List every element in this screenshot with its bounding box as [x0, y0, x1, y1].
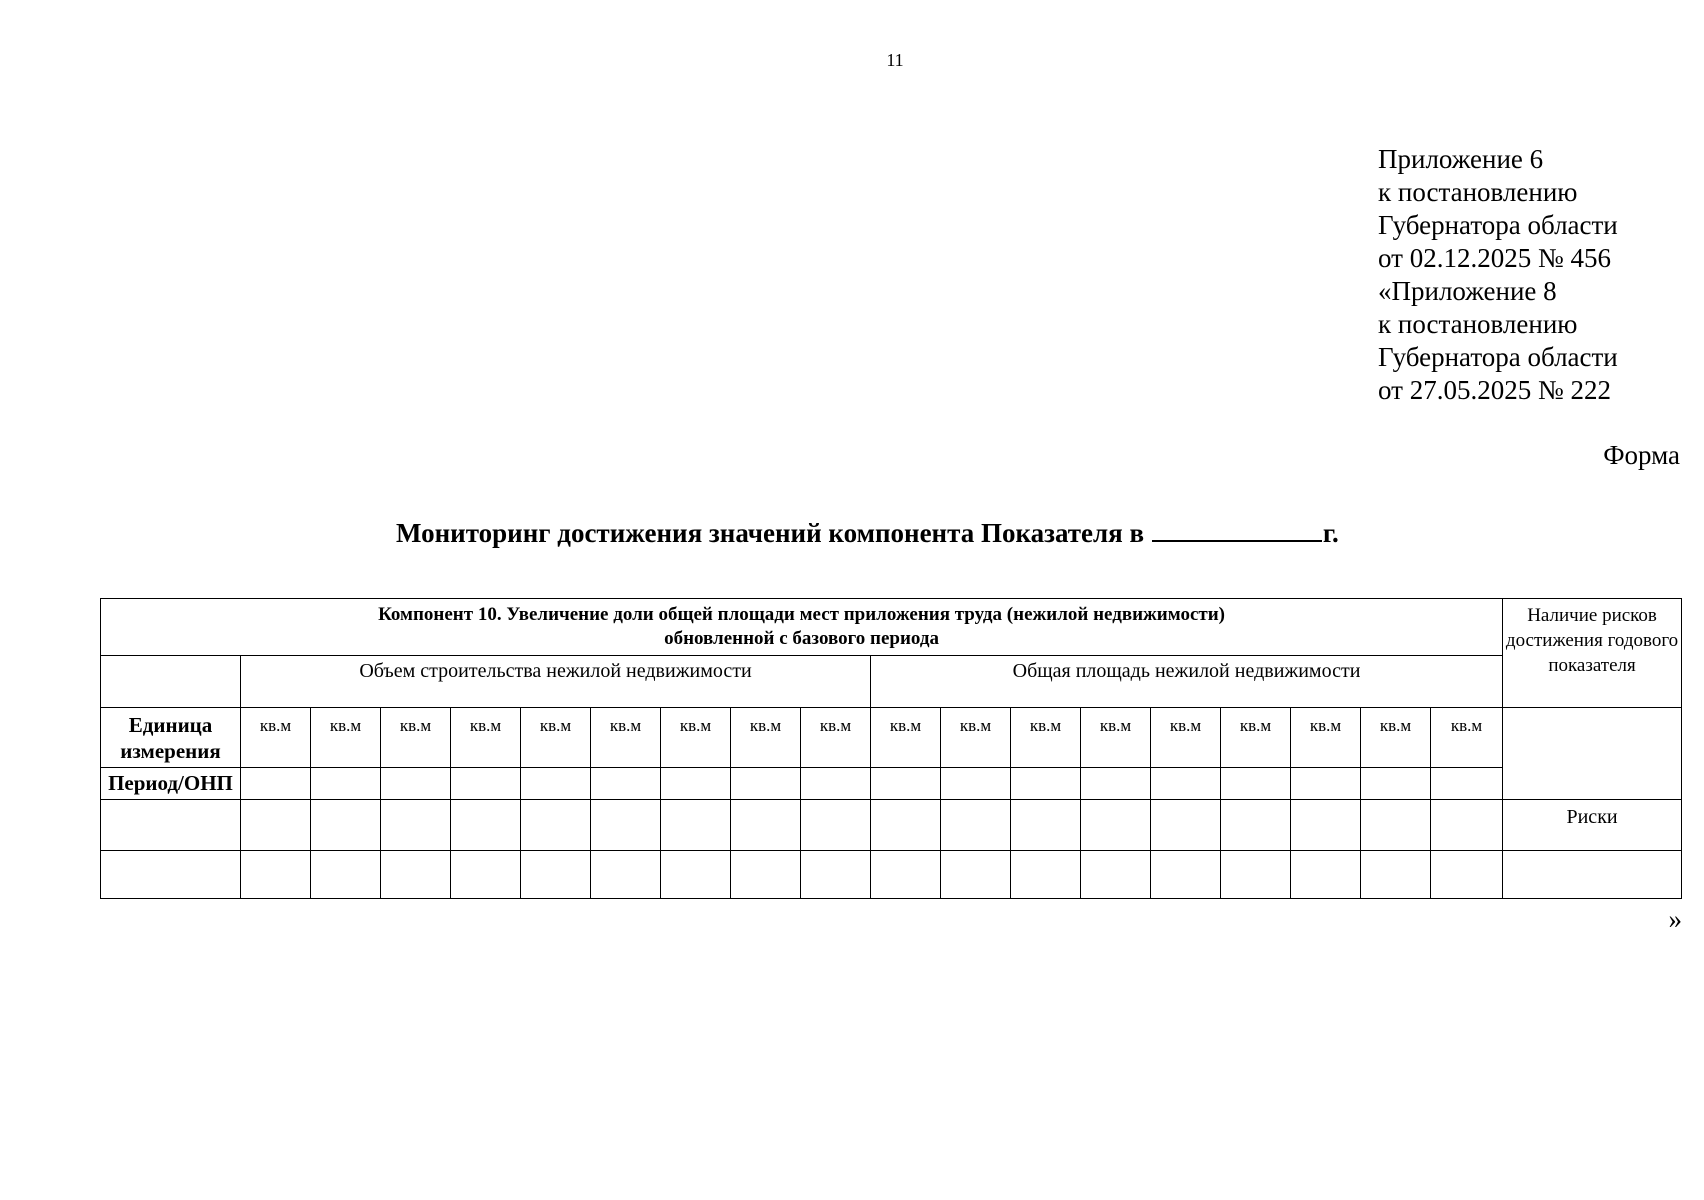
closing-quote-mark: » — [1668, 904, 1682, 934]
document-title — [396, 518, 1339, 549]
unit-cell: кв.м — [591, 708, 661, 768]
unit-cell: кв.м — [1081, 708, 1151, 768]
data-cell[interactable] — [311, 768, 381, 800]
data-cell[interactable] — [941, 800, 1011, 851]
data-row — [101, 851, 1682, 899]
monitoring-table — [100, 598, 1682, 899]
data-cell[interactable] — [1011, 851, 1081, 899]
data-cell[interactable] — [311, 800, 381, 851]
title-text: Мониторинг достижения значений компонента Показателя в — [396, 518, 1145, 548]
page-number: 11 — [886, 50, 904, 70]
data-cell[interactable] — [801, 800, 871, 851]
data-cell[interactable] — [661, 800, 731, 851]
data-row — [101, 800, 1682, 851]
appendix-block — [1378, 143, 1618, 407]
units-row — [101, 708, 1682, 768]
unit-cell: кв.м — [1011, 708, 1081, 768]
form-label: Форма — [1603, 440, 1680, 470]
unit-cell: кв.м — [1431, 708, 1503, 768]
data-cell[interactable] — [1011, 768, 1081, 800]
data-cell[interactable] — [1431, 800, 1503, 851]
unit-label-cell — [101, 708, 241, 768]
data-cell[interactable] — [521, 851, 591, 899]
data-cell[interactable] — [871, 851, 941, 899]
unit-cell: кв.м — [941, 708, 1011, 768]
data-cell[interactable] — [941, 768, 1011, 800]
data-cell[interactable] — [1221, 851, 1291, 899]
unit-cell: кв.м — [1291, 708, 1361, 768]
data-cell[interactable] — [451, 800, 521, 851]
unit-cell: кв.м — [241, 708, 311, 768]
risk-value-cell[interactable] — [1503, 708, 1682, 800]
unit-cell: кв.м — [801, 708, 871, 768]
appendix-line: Приложение 6 — [1378, 144, 1544, 174]
appendix-line: Губернатора области — [1378, 342, 1618, 372]
data-cell[interactable] — [521, 768, 591, 800]
risk-header: Наличие рисков достижения годового показателя — [1503, 599, 1682, 708]
data-cell[interactable] — [731, 800, 801, 851]
data-cell[interactable] — [1361, 800, 1431, 851]
data-cell[interactable] — [1151, 800, 1221, 851]
data-cell[interactable] — [941, 851, 1011, 899]
unit-label-line2: измерения — [120, 739, 221, 763]
period-label-cell: Период/ОНП — [101, 768, 241, 800]
unit-cell: кв.м — [1221, 708, 1291, 768]
data-cell[interactable] — [451, 768, 521, 800]
data-cell[interactable] — [591, 851, 661, 899]
title-suffix: г. — [1322, 518, 1339, 548]
appendix-line: Губернатора области — [1378, 210, 1618, 240]
data-cell[interactable] — [1291, 851, 1361, 899]
appendix-line: от 27.05.2025 № 222 — [1378, 375, 1611, 405]
data-cell[interactable] — [451, 851, 521, 899]
data-cell[interactable] — [1221, 768, 1291, 800]
data-cell[interactable] — [381, 800, 451, 851]
data-cell[interactable] — [591, 768, 661, 800]
data-cell[interactable] — [1291, 768, 1361, 800]
appendix-line: к постановлению — [1378, 177, 1578, 207]
data-cell[interactable] — [381, 768, 451, 800]
data-cell[interactable] — [241, 851, 311, 899]
unit-cell: кв.м — [1151, 708, 1221, 768]
unit-cell: кв.м — [381, 708, 451, 768]
data-cell[interactable] — [1081, 800, 1151, 851]
data-cell[interactable] — [521, 800, 591, 851]
data-cell[interactable] — [241, 800, 311, 851]
component-header-line2: обновленной с базового периода — [664, 628, 939, 649]
data-cell[interactable] — [381, 851, 451, 899]
unit-cell: кв.м — [311, 708, 381, 768]
data-cell[interactable] — [1503, 851, 1682, 899]
data-cell[interactable] — [591, 800, 661, 851]
data-cell[interactable] — [871, 768, 941, 800]
year-blank-field — [1152, 518, 1322, 542]
risks-label-cell: Риски — [1503, 800, 1682, 851]
empty-header-cell — [101, 656, 241, 708]
data-cell[interactable] — [241, 768, 311, 800]
data-cell[interactable] — [1431, 851, 1503, 899]
data-cell[interactable] — [731, 851, 801, 899]
data-cell[interactable] — [1081, 851, 1151, 899]
unit-cell: кв.м — [521, 708, 591, 768]
data-cell[interactable] — [731, 768, 801, 800]
group-header-construction: Объем строительства нежилой недвижимости — [241, 656, 871, 708]
unit-cell: кв.м — [731, 708, 801, 768]
data-cell[interactable] — [1361, 768, 1431, 800]
data-cell[interactable] — [1291, 800, 1361, 851]
data-cell[interactable] — [101, 851, 241, 899]
appendix-line: к постановлению — [1378, 309, 1578, 339]
data-cell[interactable] — [1361, 851, 1431, 899]
appendix-line: «Приложение 8 — [1378, 276, 1557, 306]
component-header-line1: Компонент 10. Увеличение доли общей площади мест приложения труда (нежилой недвижимости) — [378, 604, 1225, 625]
data-cell[interactable] — [1221, 800, 1291, 851]
data-cell[interactable] — [1151, 768, 1221, 800]
unit-cell: кв.м — [451, 708, 521, 768]
unit-cell: кв.м — [1361, 708, 1431, 768]
period-row — [101, 768, 1682, 800]
data-cell[interactable] — [871, 800, 941, 851]
data-cell[interactable] — [311, 851, 381, 899]
data-cell[interactable] — [801, 768, 871, 800]
data-cell[interactable] — [1081, 768, 1151, 800]
data-cell[interactable] — [1011, 800, 1081, 851]
group-header-total-area: Общая площадь нежилой недвижимости — [871, 656, 1503, 708]
data-cell[interactable] — [101, 800, 241, 851]
unit-cell: кв.м — [871, 708, 941, 768]
appendix-line: от 02.12.2025 № 456 — [1378, 243, 1611, 273]
data-cell[interactable] — [1431, 768, 1503, 800]
data-cell[interactable] — [801, 851, 871, 899]
component-header — [101, 599, 1503, 656]
data-cell[interactable] — [661, 768, 731, 800]
data-cell[interactable] — [1151, 851, 1221, 899]
unit-cell: кв.м — [661, 708, 731, 768]
unit-label-line1: Единица — [128, 713, 213, 737]
data-cell[interactable] — [661, 851, 731, 899]
